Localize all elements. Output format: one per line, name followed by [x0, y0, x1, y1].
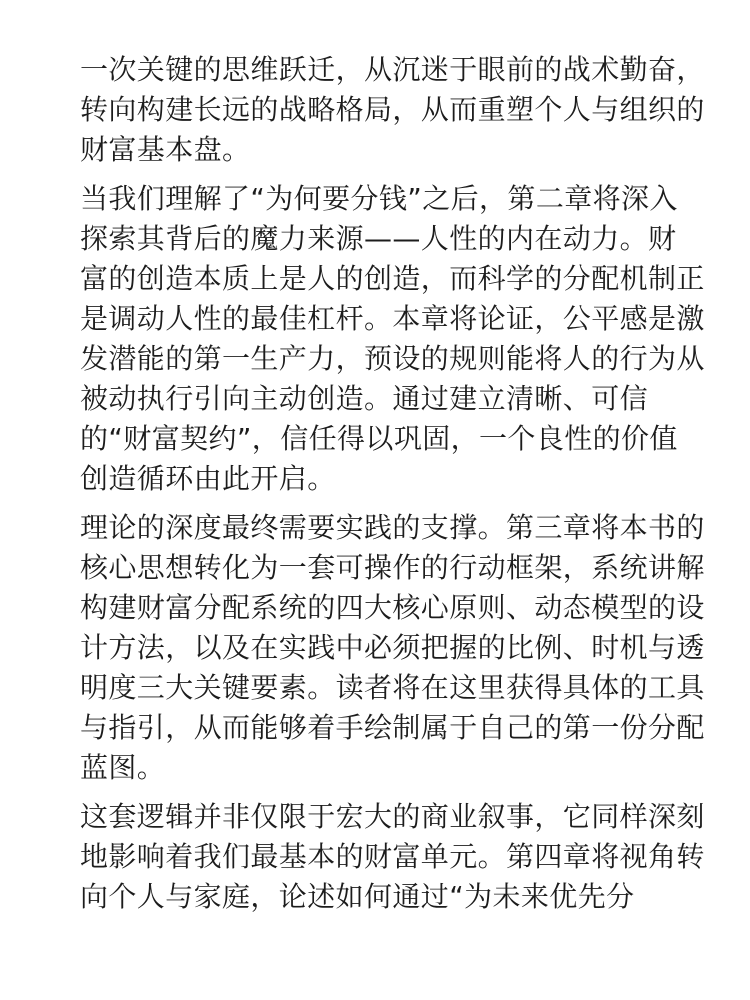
paragraph-2-line-6: 被动执行引向主动创造。通过建立清晰、可信: [80, 382, 649, 415]
paragraph-4-line-1: 这套逻辑并非仅限于宏大的商业叙事，它同样深刻: [80, 800, 705, 833]
paragraph-2-line-4: 是调动人性的最佳杠杆。本章将论证，公平感是激: [80, 302, 705, 335]
paragraph-3-line-6: 与指引，从而能够着手绘制属于自己的第一份分配: [80, 711, 705, 744]
paragraph-2-line-5: 发潜能的第一生产力，预设的规则能将人的行为从: [80, 342, 705, 375]
paragraph-4-line-2: 地影响着我们最基本的财富单元。第四章将视角转: [80, 840, 705, 873]
paragraph-2-line-2: 探索其背后的魔力来源——人性的内在动力。财: [80, 222, 677, 255]
paragraph-2-line-7: 的“财富契约”，信任得以巩固，一个良性的价值: [80, 422, 678, 455]
paragraph-2-line-1: 当我们理解了“为何要分钱”之后，第二章将深入: [80, 182, 678, 215]
paragraph-1-line-1: 一次关键的思维跃迁，从沉迷于眼前的战术勤奋，: [80, 53, 705, 86]
paragraph-1-line-2: 转向构建长远的战略格局，从而重塑个人与组织的: [80, 93, 705, 126]
paragraph-2-line-3: 富的创造本质上是人的创造，而科学的分配机制正: [80, 262, 705, 295]
paragraph-3-line-3: 构建财富分配系统的四大核心原则、动态模型的设: [80, 591, 705, 624]
paragraph-4-line-3: 向个人与家庭，论述如何通过“为未来优先分: [80, 880, 635, 913]
paragraph-3-line-7: 蓝图。: [80, 751, 166, 784]
paragraph-3-line-2: 核心思想转化为一套可操作的行动框架，系统讲解: [80, 551, 705, 584]
paragraph-3-line-4: 计方法，以及在实践中必须把握的比例、时机与透: [80, 631, 705, 664]
paragraph-3-line-5: 明度三大关键要素。读者将在这里获得具体的工具: [80, 671, 705, 704]
paragraph-2-line-8: 创造循环由此开启。: [80, 462, 336, 495]
paragraph-3-line-1: 理论的深度最终需要实践的支撑。第三章将本书的: [80, 511, 705, 544]
paragraph-1-line-3: 财富基本盘。: [80, 133, 251, 166]
